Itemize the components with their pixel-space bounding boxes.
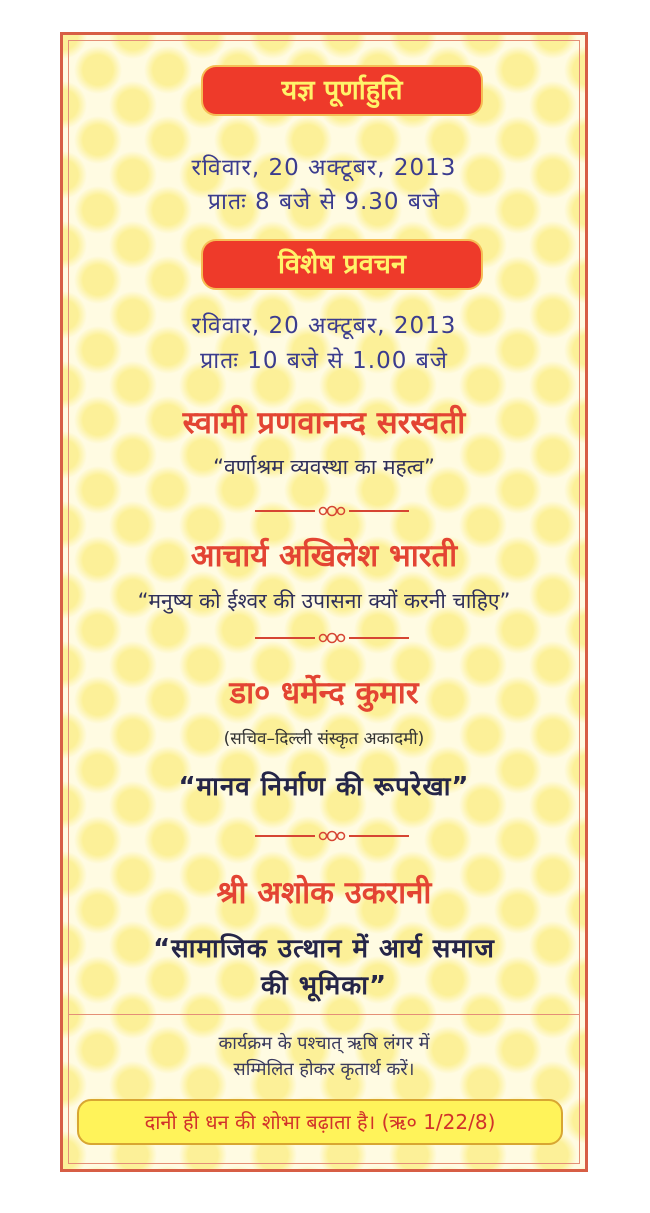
event-time-2: प्रातः 10 बजे से 1.00 बजे [200,348,448,374]
event-date-2: रविवार, 20 अक्टूबर, 2013 [191,313,457,339]
footer-divider [69,1014,579,1015]
speaker-name-1: स्वामी प्रणवानन्द सरस्वती [182,405,466,441]
invitation-card [60,32,588,1172]
event-date-1: रविवार, 20 अक्टूबर, 2013 [191,155,457,181]
ornament-divider [253,631,411,645]
event-time-1: प्रातः 8 बजे से 9.30 बजे [207,189,441,215]
ornament-divider [253,829,411,843]
banner-yagya-purnahuti: यज्ञ पूर्णाहुति [203,67,481,114]
speaker-topic-1: “वर्णाश्रम व्यवस्था का महत्व” [213,455,435,479]
speaker-name-2: आचार्य अखिलेश भारती [190,538,458,574]
speaker-topic-4-line2: की भूमिका” [260,971,388,1001]
speaker-topic-2: “मनुष्य को ईश्वर की उपासना क्यों करनी चाहिए” [137,589,511,613]
speaker-name-4: श्री अशोक उकरानी [216,875,432,911]
speaker-affiliation-3: (सचिव–दिल्ली संस्कृत अकादमी) [223,729,425,749]
speaker-topic-3: “मानव निर्माण की रूपरेखा” [178,772,470,802]
speaker-topic-4-line1: “सामाजिक उत्थान में आर्य समाज [153,934,495,964]
speaker-name-3: डा० धर्मेन्द कुमार [229,675,419,711]
banner-vishesh-pravachan: विशेष प्रवचन [203,241,481,288]
footer-note-line2: सम्मिलित होकर कृतार्थ करें। [233,1059,415,1080]
inner-border [68,40,580,1164]
footer-note-line1: कार्यक्रम के पश्चात् ऋषि लंगर में [218,1033,430,1054]
ornament-divider [253,504,411,518]
quote-box: दानी ही धन की शोभा बढ़ाता है। (ऋ० 1/22/8) [77,1099,563,1145]
